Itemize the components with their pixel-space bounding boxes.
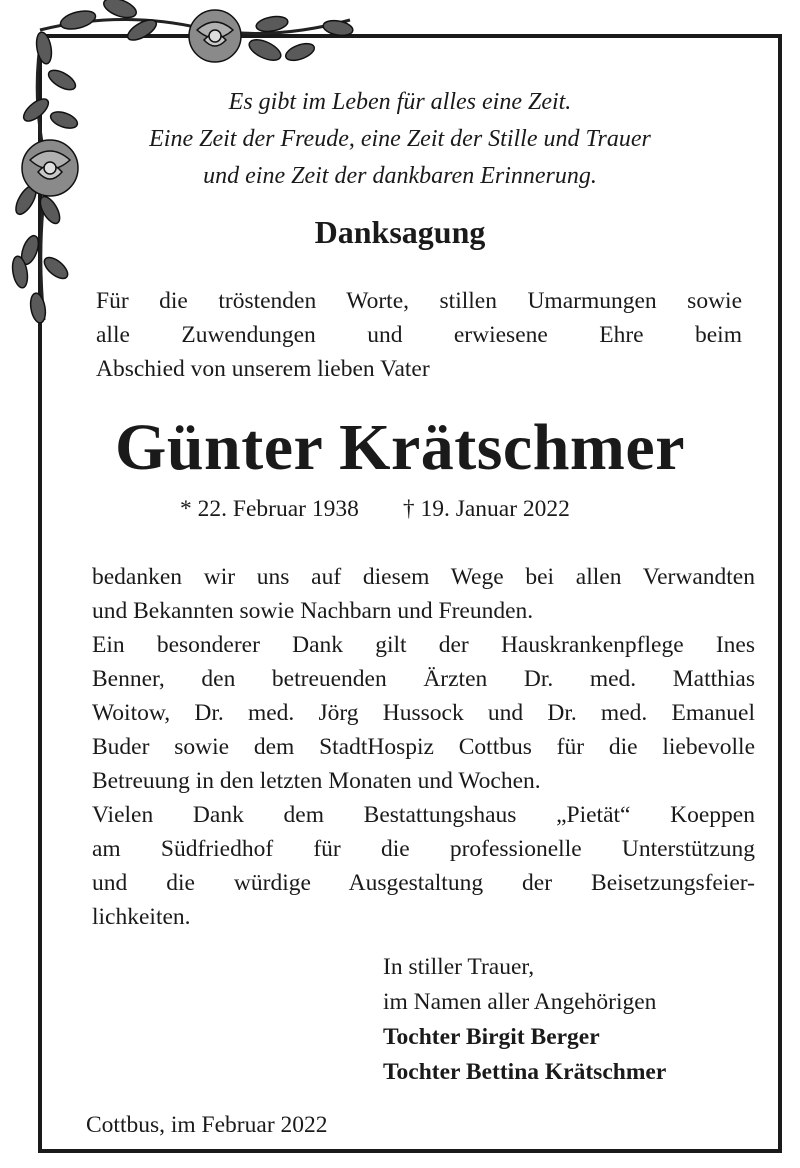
motto-line: Es gibt im Leben für alles eine Zeit.	[228, 89, 572, 115]
body-line: am Südfriedhof für die professionelle Unterstützung	[92, 836, 755, 862]
body-line: und Bekannten sowie Nachbarn und Freunden.	[92, 598, 534, 624]
intro-paragraph	[96, 284, 742, 386]
intro-line: Für die tröstenden Worte, stillen Umarmungen sowie	[96, 288, 742, 314]
signature-block	[383, 950, 666, 1090]
intro-line: Abschied von unserem lieben Vater	[96, 356, 430, 382]
thanks-paragraph	[92, 560, 755, 934]
body-line: lichkeiten.	[92, 904, 191, 930]
signature-line: In stiller Trauer,	[383, 954, 535, 980]
body-line: und die würdige Ausgestaltung der Beisetzungsfeier-	[92, 870, 755, 896]
signature-line: im Namen aller Angehörigen	[383, 989, 657, 1015]
body-line: Vielen Dank dem Bestattungshaus „Pietät“ Koeppen	[92, 802, 755, 828]
deceased-name: Günter Krätschmer	[115, 411, 685, 484]
body-line: Buder sowie dem StadtHospiz Cottbus für die liebevolle	[92, 734, 755, 760]
body-line: Ein besonderer Dank gilt der Hauskrankenpflege Ines	[92, 632, 755, 658]
death-date: † 19. Januar 2022	[402, 496, 570, 522]
body-line: Benner, den betreuenden Ärzten Dr. med. Matthias	[92, 666, 755, 692]
signature-name: Tochter Birgit Berger	[383, 1024, 600, 1050]
heading-danksagung: Danksagung	[314, 214, 486, 250]
life-dates	[180, 496, 570, 523]
motto-line: Eine Zeit der Freude, eine Zeit der Stille und Trauer	[149, 126, 651, 152]
motto-line: und eine Zeit der dankbaren Erinnerung.	[203, 163, 597, 189]
body-line: Woitow, Dr. med. Jörg Hussock und Dr. med. Emanuel	[92, 700, 755, 726]
birth-date: * 22. Februar 1938	[180, 496, 359, 522]
signature-name: Tochter Bettina Krätschmer	[383, 1059, 667, 1085]
body-line: Betreuung in den letzten Monaten und Wochen.	[92, 768, 541, 794]
place-and-date: Cottbus, im Februar 2022	[86, 1112, 328, 1138]
intro-line: alle Zuwendungen und erwiesene Ehre beim	[96, 322, 742, 348]
body-line: bedanken wir uns auf diesem Wege bei allen Verwandten	[92, 564, 755, 590]
motto-verse	[0, 84, 800, 195]
